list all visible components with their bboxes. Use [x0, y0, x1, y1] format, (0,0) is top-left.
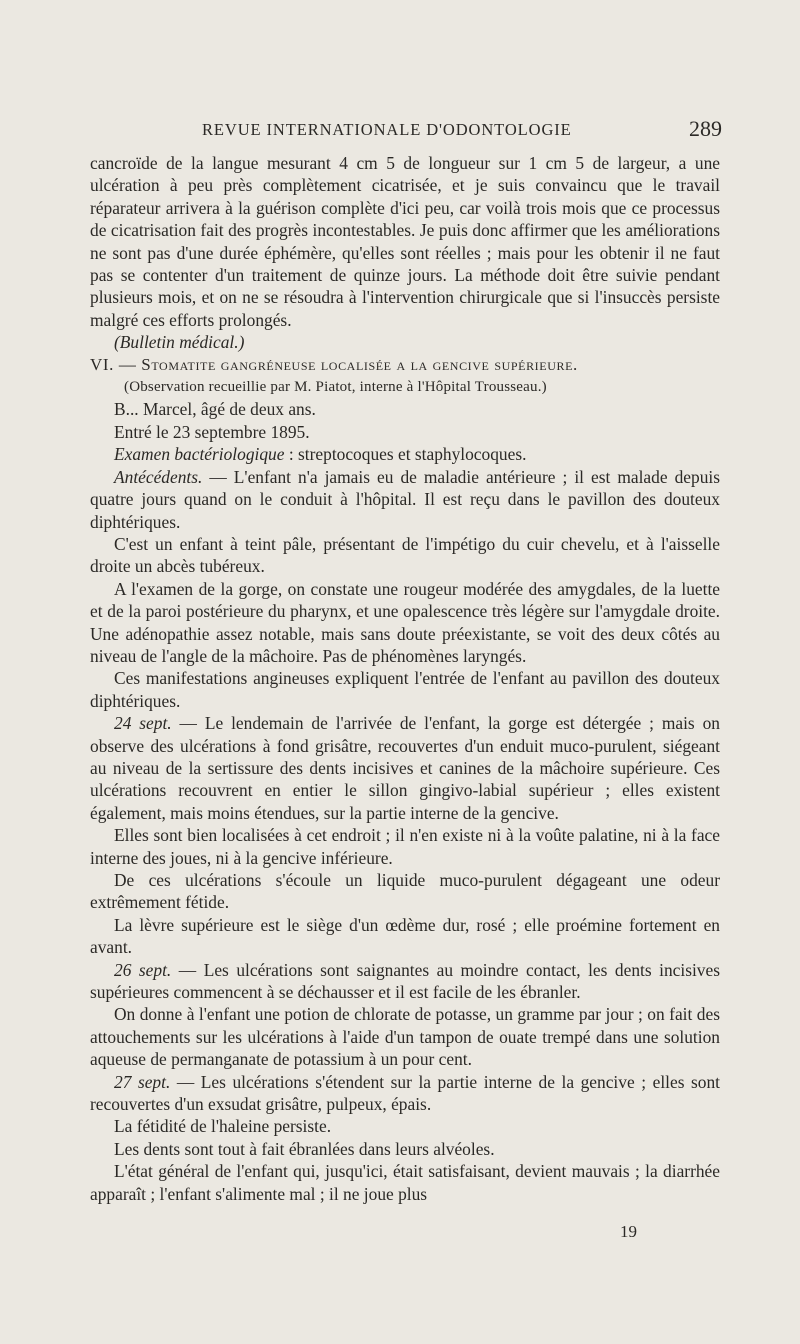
entry-line: Entré le 23 septembre 1895. — [114, 421, 310, 442]
signature-mark: 19 — [620, 1222, 637, 1241]
paragraph-general-state: L'état général de l'enfant qui, jusqu'ici, était satisfaisant, devient mauvais ; la diarrhée apparaît ; l'enfant s'alimente mal ; il ne joue plus — [90, 1161, 720, 1204]
exam-label: Examen bactériologique — [114, 444, 285, 465]
source-citation: (Bulletin médical.) — [114, 332, 245, 353]
page-number: 289 — [689, 116, 722, 141]
running-head — [90, 116, 722, 144]
section-title: VI. — Stomatite gangréneuse localisée a la gencive supérieure. — [90, 354, 578, 374]
date-26-sept: 26 sept. — [114, 959, 172, 980]
paragraph-teeth: Les dents sont tout à fait ébranlées dans leurs alvéoles. — [114, 1138, 495, 1159]
exam-paragraph — [90, 443, 720, 465]
paragraph-24-sept — [90, 712, 720, 824]
article-text — [90, 152, 720, 1205]
date-27-sept: 27 sept. — [114, 1071, 171, 1092]
paragraph-throat-exam: A l'examen de la gorge, on constate une rougeur modérée des amygdales, de la luette et de la paroi postérieure du pharynx, et une opalescence très légère sur l'amygdale droite. Une adénopathie assez notable, mais sans doute préexistante, se voit des deux côtés au niveau de l'angle de la mâchoire. Pas de phénomènes laryngés. — [90, 578, 720, 666]
paragraph-fetidity: La fétidité de l'haleine persiste. — [114, 1116, 332, 1137]
paragraph-manifestations: Ces manifestations angineuses expliquent l'entrée de l'enfant au pavillon des douteux diphtériques. — [90, 668, 720, 711]
paragraph-potion: On donne à l'enfant une potion de chlorate de potasse, un gramme par jour ; on fait des attouchements sur les ulcérations à l'aide d'un tampon de ouate trempé dans une solution aqueuse de permanganate de potassium à un pour cent. — [90, 1004, 720, 1070]
paragraph-27-sept — [90, 1071, 720, 1116]
paragraph-lip: La lèvre supérieure est le siège d'un œdème dur, rosé ; elle proémine fortement en avant. — [90, 914, 720, 958]
antecedents-paragraph — [90, 466, 720, 533]
paragraph-localization: Elles sont bien localisées à cet endroit ; il n'en existe ni à la voûte palatine, ni à la face interne des joues, ni à la gencive inférieure. — [90, 825, 720, 868]
paragraph-26-sept — [90, 959, 720, 1004]
text-26-sept: — Les ulcérations sont saignantes au moindre contact, les dents incisives supérieures commencent à se déchausser et il est facile de les ébranler. — [90, 959, 720, 1003]
paragraph-continuation: cancroïde de la langue mesurant 4 cm 5 de longueur sur 1 cm 5 de largeur, a une ulcération à peu près complètement cicatrisée, et je suis convaincu que le travail réparateur arrivera à la guérison complète d'ici peu, car voilà trois mois que ce processus de cicatrisation fait des progrès incontestables. Je puis donc affirmer que les améliorations ne sont pas d'une durée éphémère, qu'elles sont réelles ; mais pour les obtenir il ne faut pas se contenter d'un traitement de quinze jours. La méthode doit être suivie pendant plusieurs mois, et on ne se résoudra à l'intervention chirurgicale que si l'insuccès persiste malgré ces efforts prolongés. — [90, 153, 720, 330]
text-27-sept: — Les ulcérations s'étendent sur la partie interne de la gencive ; elles sont recouvertes d'un exsudat grisâtre, pulpeux, épais. — [90, 1071, 721, 1115]
text-24-sept: — Le lendemain de l'arrivée de l'enfant, la gorge est détergée ; mais on observe des ulcérations à fond grisâtre, recouvertes d'un enduit muco-purulent, siégeant au niveau de la sertissure des dents incisives et canines de la mâchoire supérieure. Ces ulcérations recouvrent en entier le sillon gingivo-labial supérieur ; elles existent également, mais moins étendues, sur la partie interne de la gencive. — [90, 713, 720, 823]
observation-note: (Observation recueillie par M. Piatot, interne à l'Hôpital Trousseau.) — [124, 379, 547, 396]
date-24-sept: 24 sept. — [114, 713, 172, 734]
patient-line: B... Marcel, âgé de deux ans. — [114, 399, 316, 420]
running-title: REVUE INTERNATIONALE D'ODONTOLOGIE — [202, 120, 572, 139]
antecedents-text: — L'enfant n'a jamais eu de maladie antérieure ; il est malade depuis quatre jours quand on le conduit à l'hôpital. Il est reçu dans le pavillon des douteux diphtériques. — [90, 466, 720, 532]
paragraph-liquid: De ces ulcérations s'écoule un liquide muco-purulent dégageant une odeur extrêmement fétide. — [90, 870, 720, 913]
exam-text: : streptocoques et staphylocoques. — [284, 444, 527, 465]
paragraph-child: C'est un enfant à teint pâle, présentant de l'impétigo du cuir chevelu, et à l'aisselle droite un abcès tubéreux. — [90, 533, 720, 577]
antecedents-label: Antécédents. — [114, 466, 203, 487]
